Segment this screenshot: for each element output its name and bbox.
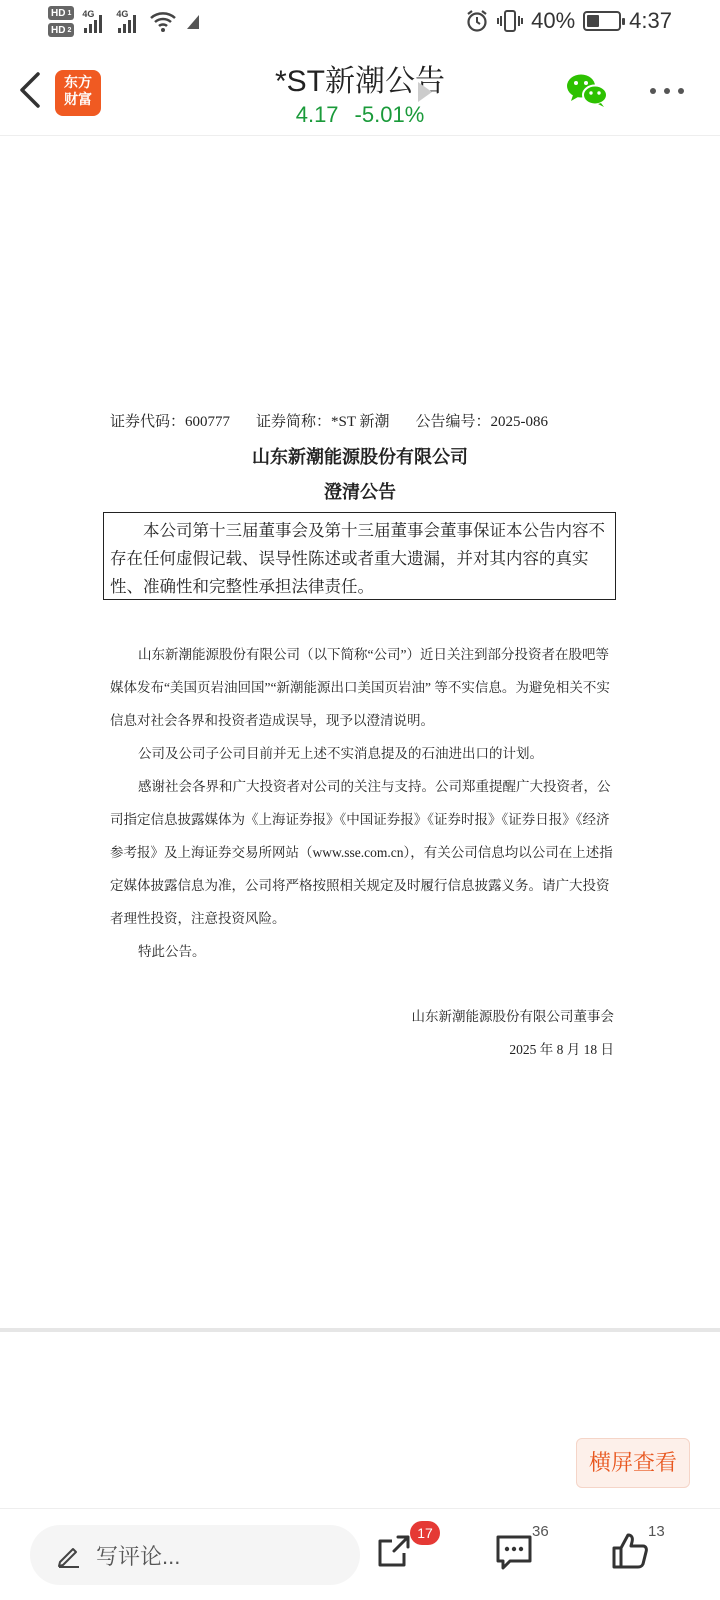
share-badge: 17 bbox=[410, 1521, 440, 1545]
paragraph: 山东新潮能源股份有限公司（以下简称“公司”）近日关注到部分投资者在股吧等媒体发布“美国页岩油回国”“新潮能源出口美国页岩油” 等不实信息。为避免相关不实信息对社会各界和投资者造成误导，现予以澄清说明。 bbox=[110, 647, 610, 728]
like-count: 13 bbox=[648, 1523, 665, 1540]
bottom-bar bbox=[0, 1508, 720, 1600]
battery-icon bbox=[583, 11, 621, 31]
divider bbox=[0, 1328, 720, 1332]
logo-line-2: 财富 bbox=[64, 92, 92, 108]
pencil-icon bbox=[56, 1542, 82, 1568]
status-right bbox=[465, 8, 672, 34]
comment-icon bbox=[494, 1531, 534, 1571]
comment-placeholder: 写评论... bbox=[96, 1543, 181, 1569]
signal-icon-1 bbox=[82, 8, 108, 33]
alarm-icon bbox=[465, 9, 489, 33]
comment-input[interactable] bbox=[30, 1525, 360, 1585]
more-icon[interactable] bbox=[650, 88, 684, 94]
document-meta bbox=[110, 410, 548, 431]
page-title: *ST新潮公告 bbox=[274, 65, 445, 98]
stock-price: 4.17 bbox=[295, 102, 339, 127]
announcement-number: 公告编号：2025-086 bbox=[415, 414, 549, 430]
like-button[interactable] bbox=[610, 1523, 665, 1575]
document-title: 澄清公告 bbox=[324, 482, 396, 503]
hd2-sub: 2 bbox=[67, 26, 72, 34]
hd1-sub: 1 bbox=[67, 9, 72, 17]
vibrate-icon bbox=[497, 9, 523, 33]
security-code: 证券代码：600777 bbox=[110, 414, 231, 430]
disclaimer-box: 本公司第十三届董事会及第十三届董事会董事保证本公告内容不存在任何虚假记载、误导性陈述或者重大遗漏，并对其内容的真实性、准确性和完整性承担法律责任。 bbox=[103, 512, 616, 600]
wifi-icon bbox=[150, 11, 176, 33]
app-header bbox=[0, 52, 720, 136]
hd-indicators bbox=[48, 6, 74, 37]
comments-button[interactable] bbox=[494, 1523, 549, 1575]
network-label-2: 4G bbox=[116, 8, 129, 19]
status-left bbox=[48, 6, 202, 37]
announcement-document bbox=[0, 138, 720, 1328]
title-arrow-icon[interactable] bbox=[418, 82, 432, 102]
like-icon bbox=[610, 1531, 650, 1571]
signature-block bbox=[412, 1000, 615, 1066]
share-button[interactable] bbox=[374, 1525, 433, 1575]
battery-fill bbox=[587, 15, 599, 27]
stock-quote bbox=[0, 102, 720, 128]
signal-icon-2 bbox=[116, 8, 142, 33]
company-name: 山东新潮能源股份有限公司 bbox=[252, 447, 468, 468]
hd1-indicator bbox=[48, 6, 74, 20]
document-body bbox=[110, 638, 615, 968]
paragraph: 感谢社会各界和广大投资者对公司的关注与支持。公司郑重提醒广大投资者，公司指定信息披露媒体为《上海证券报》《中国证券报》《证券时报》《证券日报》《经济参考报》及上海证券交易所网站（www.sse.com.cn），有关公司信息均以公司在上述指定媒体披露信息为准，公司将严格按照相关规定及时履行信息披露义务。请广大投资者理性投资，注意投资风险。 bbox=[110, 779, 613, 926]
status-bar bbox=[0, 0, 720, 48]
paragraph: 公司及公司子公司目前并无上述不实消息提及的石油进出口的计划。 bbox=[138, 746, 543, 761]
share-icon bbox=[374, 1531, 414, 1571]
logo-line-1: 东方 bbox=[64, 75, 92, 91]
sign-date: 2025 年 8 月 18 日 bbox=[509, 1042, 614, 1057]
stock-change: -5.01% bbox=[354, 102, 425, 127]
comment-count: 36 bbox=[532, 1523, 549, 1540]
security-short-name: 证券简称：*ST 新潮 bbox=[256, 414, 390, 430]
hd2-indicator bbox=[48, 23, 74, 37]
hd1-label: HD bbox=[51, 7, 66, 19]
paragraph: 特此公告。 bbox=[138, 944, 206, 959]
landscape-view-button[interactable]: 横屏查看 bbox=[576, 1438, 690, 1488]
clock: 4:37 bbox=[629, 8, 672, 33]
signature: 山东新潮能源股份有限公司董事会 bbox=[411, 1009, 614, 1024]
wechat-icon[interactable] bbox=[565, 72, 609, 108]
data-saver-icon bbox=[184, 12, 202, 32]
battery-percent: 40% bbox=[531, 8, 576, 33]
network-label-1: 4G bbox=[82, 8, 95, 19]
hd2-label: HD bbox=[51, 24, 66, 36]
